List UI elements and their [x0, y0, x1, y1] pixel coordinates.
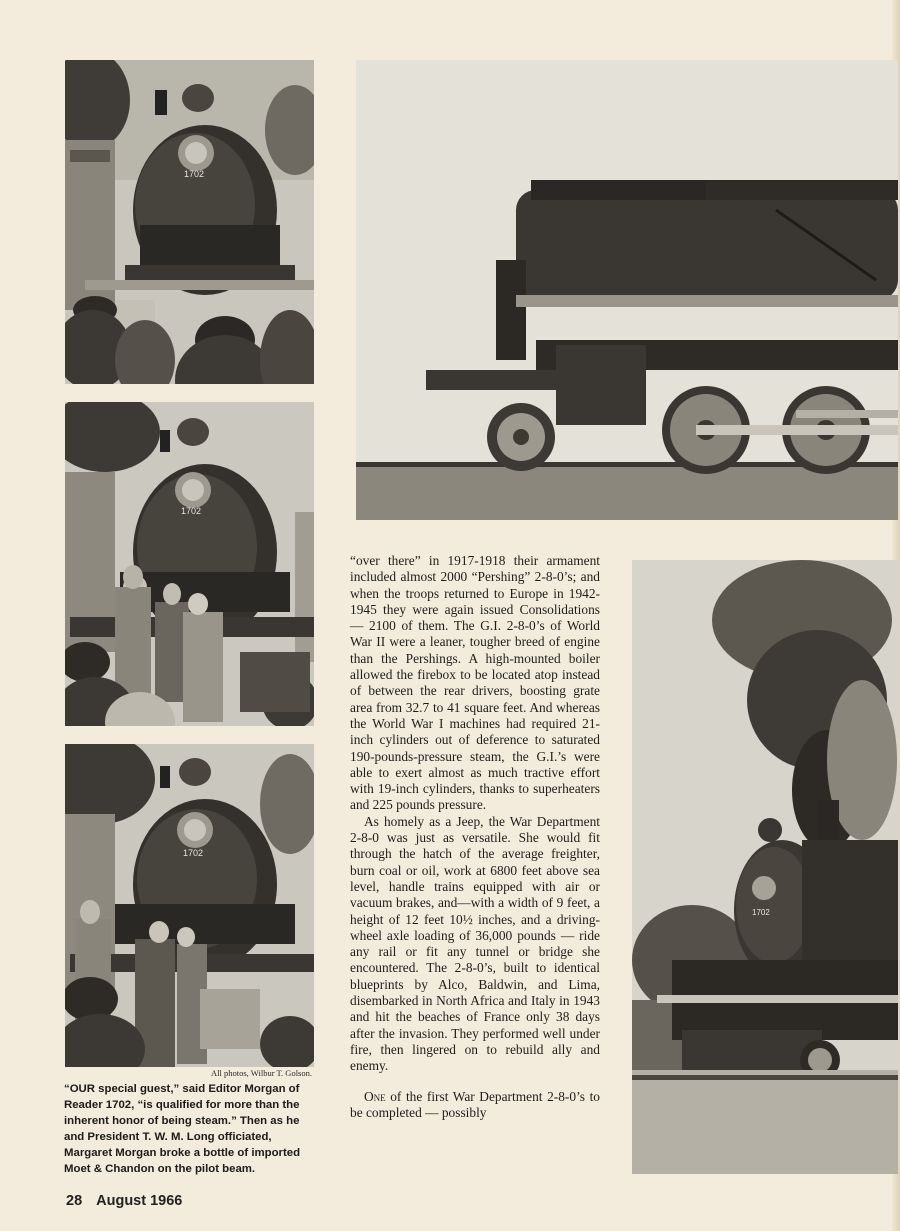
article-paragraph: “over there” in 1917-1918 their armament included almost 2000 “Pershing” 2-8-0’s; and when the troops returned to Europe in 1942-1945 they were again issued Consolidations — 2100 of them. The G.I. 2-8-0’s of World War II were a leaner, tougher breed of engine than the Pershings. A high-mounted boiler allowed the firebox to be located atop instead of between the rear drivers, boosting grate area from 32.7 to 41 square feet. And whereas the World War I machines had required 21-inch cylinders out of deference to saturated 190-pounds-pressure steam, the G.I.’s were able to exert almost as much tractive effort with 19-inch cylinders, thanks to superheaters and 225 pounds pressure.	[350, 553, 600, 813]
page-footer	[66, 1193, 182, 1209]
locomotive-front-image	[65, 60, 314, 384]
locomotive-smoke-image	[632, 560, 898, 1174]
article-body	[350, 553, 600, 1121]
photo-caption: “OUR special guest,” said Editor Morgan of Reader 1702, “is qualified for more than the inherent honor of being steam.” Then as he and President T. W. M. Long officiated, Margaret Morgan broke a bottle of imported Moet & Chandon on the pilot beam.	[64, 1083, 301, 1175]
svg-text:1702: 1702	[184, 169, 205, 179]
page-number: 28	[66, 1193, 83, 1209]
photo-left-middle	[65, 402, 314, 726]
svg-text:1702: 1702	[752, 908, 770, 917]
photo-right	[632, 560, 898, 1174]
locomotive-side-image	[356, 60, 898, 520]
photo-credit: All photos, Wilbur T. Golson.	[211, 1068, 312, 1078]
issue-date: August 1966	[96, 1193, 183, 1209]
svg-text:1702: 1702	[181, 506, 202, 516]
photo-left-bottom	[65, 744, 314, 1067]
locomotive-front-image	[65, 744, 314, 1067]
svg-text:1702: 1702	[183, 848, 204, 858]
article-paragraph	[350, 1089, 600, 1122]
section-lead-word: One	[364, 1088, 386, 1104]
locomotive-front-image	[65, 402, 314, 726]
article-paragraph: As homely as a Jeep, the War Department 2-8-0 was just as versatile. She would fit through the hatch of the average freighter, burn coal or oil, work at 6800 feet above sea level, handle trains equipped with air or vacuum brakes, and—with a width of 9 feet, a height of 12 feet 10½ inches, and a driving-wheel axle loading of 36,000 pounds — ride any rail or fit any tunnel or bridge she encountered. The 2-8-0’s, built to identical blueprints by Alco, Baldwin, and Lima, disembarked in North Africa and Italy in 1943 and hit the beaches of France only 38 days after the invasion. They performed well under fire, then lingered on to rebuild ally and enemy.	[350, 813, 600, 1074]
photo-top-right	[356, 60, 898, 520]
article-paragraph-text: of the first War Department 2-8-0’s to be completed — possibly	[350, 1088, 600, 1120]
photo-left-top	[65, 60, 314, 384]
